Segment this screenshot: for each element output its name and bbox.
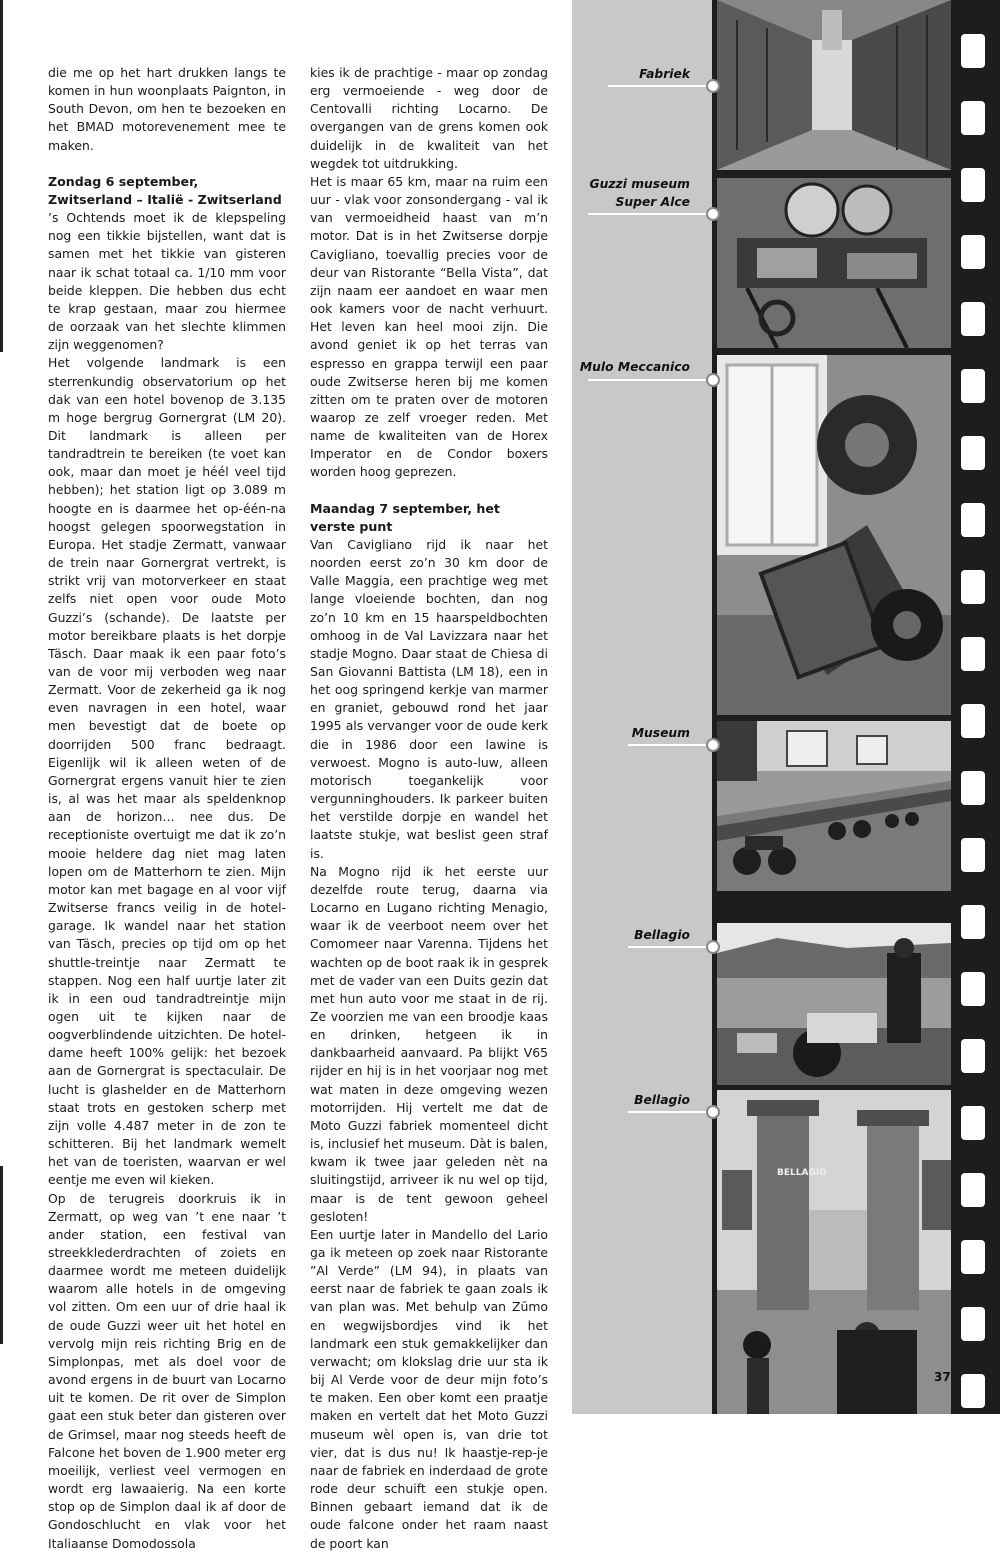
- caption-leader: [628, 744, 710, 746]
- body-paragraph: Het volgende landmark is een sterrenkundig observatorium op het dak van een hotel bovenop de 3.135 m hoge bergrug Gornergrat (LM 20). Dit landmark is alleen per tandradtrein te bereiken (te voet kan ook, maar dan moet je héél veel tijd hebben); het station ligt op 3.089 m hoogte en is daarmee het op-één-na hoogst gelegen spoorwegstation in Europa. Het stadje Zermatt, vanwaar de trein naar Gornergrat vertrekt, is strikt vrij van motorverkeer en staat zelfs niet open voor oude Moto Guzzi’s (schande). De laatste per motor bereikbare plaats is het dorpje Täsch. Daar maak ik een paar foto’s van de voor mij verboden weg naar Zermatt. Voor de zekerheid ga ik nog even navragen in een hotel, waar men bevestigt dat de boete op doorrijden 500 franc bedraagt. Eigenlijk wil ik alleen weten of de Gornergrat ergens vanuit hier te zien is, al was het maar als speldenknop aan de horizon… nee dus. De receptioniste overtuigt me dat ik zo’n mooie heldere dag niet mag laten lopen om de Matterhorn te zien. Mijn motor kan met bagage en al voor vijf Zwitserse francs veilig in de hotel-garage. Ik wandel naar het station van Täsch, precies op tijd om op het shuttle-treintje naar Zermatt te stappen. Nog een half uurtje later zit ik in een oud tandradtreintje mijn ogen uit te kijken naar de oogverblindende uitzichten. De hotel-dame heeft 100% gelijk: het bezoek aan de Gornergrat is spectaculair. De lucht is glashelder en de Matterhorn staat trots en gestoken scherp met zijn volle 4.487 meter in de zon te schitteren. Bij het landmark wemelt het van de toeristen, waarvan er wel eentje me even wil kieken.: [48, 355, 286, 1188]
- film-sprocket-hole: [961, 704, 985, 738]
- bellagio-sign: BELLAGIO: [777, 1168, 827, 1178]
- film-sprocket-hole: [961, 235, 985, 269]
- caption-mulo-meccanico: Mulo Meccanico: [579, 360, 690, 374]
- film-sprocket-hole: [961, 168, 985, 202]
- film-sprocket-hole: [961, 1374, 985, 1408]
- margin-bar: [0, 0, 3, 352]
- caption-marker: [706, 1105, 720, 1119]
- body-paragraph: ’s Ochtends moet ik de klepspeling nog een tikkie bijstellen, want dat is samen met het tikkie van gisteren naar ik schat totaal ca. 1/10 mm voor beide kleppen. Die hebben dus echt te krap gestaan, maar zou hiermee de oorzaak van het slechte klimmen zijn weggenomen?: [48, 210, 286, 353]
- film-sprocket-hole: [961, 34, 985, 68]
- film-sprocket-hole: [961, 637, 985, 671]
- caption-marker: [706, 738, 720, 752]
- film-sprocket-hole: [961, 1307, 985, 1341]
- section-heading: Maandag 7 september, het verste punt: [310, 500, 500, 534]
- caption-leader: [628, 946, 710, 948]
- film-sprocket-hole: [961, 1173, 985, 1207]
- article-column-middle: [310, 64, 548, 1553]
- photo-museum-hall: [717, 721, 951, 891]
- body-paragraph: Na Mogno rijd ik het eerste uur dezelfde route terug, daarna via Locarno en Lugano richting Menagio, waar ik de veerboot neem over het Comomeer naar Varenna. Tijdens het wachten op de boot raak ik in gesprek met de vader van een Duits gezin dat met hun auto voor me staat in de rij. Ze voorzien me van een broodje kaas en drinken, hetgeen ik in dankbaarheid aanvaard. Pa blijkt V65 rijder en hij is in het voorjaar nog met wat maten in deze omgeving wezen motorrijden. Hij vertelt me dat de Moto Guzzi fabriek momenteel dicht is, inclusief het museum. Dàt is balen, kwam ik twee jaar geleden nèt na sluitingstijd, arriveer ik nu wel op tijd, maar is de tent gewoon geheel gesloten!: [310, 863, 548, 1224]
- body-paragraph: Het is maar 65 km, maar na ruim een uur - vlak voor zonsondergang - val ik van vermoeidheid haast van m’n motor. Dat is in het Zwitserse dorpje Cavigliano, toevallig precies voor de deur van Ristorante “Bella Vista”, dat zijn naam eer aandoet en waar men ook kamers voor de nacht verhuurt. Het leven kan heel mooi zijn. Die avond geniet ik op het terras van espresso en grappa terwijl een paar oude Zwitserse heren bij me komen zitten om te praten over de motoren waarop ze zelf vroeger reden. Met name de kwaliteiten van de Horex Imperator en de Condor boxers worden hoog geprezen.: [310, 173, 548, 480]
- body-paragraph: Op de terugreis doorkruis ik in Zermatt, op weg van ’t ene naar ’t ander station, een festival van streekklederdrachten of zoiets en daarmee wordt me meteen duidelijk waarom alle hotels in de omgeving vol zitten. Om een uur of drie haal ik de oude Guzzi weer uit het hotel en vervolg mijn reis richting Brig en de Simplonpas, met als doel voor de avond ergens in de buurt van Locarno uit te komen. De rit over de Simplon gaat een stuk beter dan gisteren over de Grimsel, maar nog steeds heeft de Falcone het boven de 1.900 meter erg moeilijk, verliest veel vermogen en wordt erg lawaaierig. Na een korte stop op de Simplon daal ik af door de Gondoschlucht en vlak voor het Italiaanse Domodossola: [48, 1190, 286, 1551]
- film-sprocket-hole: [961, 570, 985, 604]
- caption-bellagio: Bellagio: [634, 1093, 690, 1107]
- film-sprocket-hole: [961, 369, 985, 403]
- film-sprocket-hole: [961, 302, 985, 336]
- film-sprocket-hole: [961, 905, 985, 939]
- photo-super-alce: [717, 178, 951, 348]
- film-sprocket-hole: [961, 101, 985, 135]
- caption-marker: [706, 373, 720, 387]
- caption-marker: [706, 79, 720, 93]
- film-sprocket-hole: [961, 436, 985, 470]
- film-sprocket-hole: [961, 1106, 985, 1140]
- film-sprocket-hole: [961, 771, 985, 805]
- film-sprocket-hole: [961, 838, 985, 872]
- body-paragraph: Een uurtje later in Mandello del Lario ga ik meteen op zoek naar Ristorante ”Al Verde” (LM 94), in plaats van eerst naar de fabriek te gaan zoals ik van plan was. Met behulp van Zūmo en wegwijsbordjes vind ik het landmark een stuk gemakkelijker dan verwacht; om klokslag drie uur sta ik bij Al Verde voor de deur mijn foto’s te maken. Een ober komt een praatje maken en vertelt dat het Moto Guzzi museum wèl open is, van drie tot vier, dat is dus nu! Ik haastje-rep-je naar de fabriek en inderdaad de grote rode deur schuift een stukje open. Binnen gebaart iemand dat ik de oude falcone onder het raam naast de poort kan: [310, 1226, 548, 1551]
- photo-factory-alley: [717, 0, 951, 170]
- caption-leader: [588, 213, 710, 215]
- film-sprocket-hole: [961, 503, 985, 537]
- margin-bar: [0, 1166, 3, 1344]
- photo-mulo-meccanico: [717, 355, 951, 715]
- film-sprocket-hole: [961, 972, 985, 1006]
- caption-leader: [588, 379, 710, 381]
- photo-bellagio-ferry: [717, 923, 951, 1085]
- caption-marker: [706, 940, 720, 954]
- article-column-left: [48, 64, 286, 1553]
- paragraph-gap: [310, 482, 548, 500]
- caption-bellagio: Bellagio: [634, 928, 690, 942]
- caption-guzzi-museum: Guzzi museum Super Alce: [589, 177, 690, 209]
- caption-museum: Museum: [631, 726, 690, 740]
- caption-leader: [608, 85, 710, 87]
- body-paragraph: die me op het hart drukken langs te komen in hun woonplaats Paignton, in South Devon, om hen te bezoeken en het BMAD motorevenement mee te maken.: [48, 65, 286, 153]
- caption-leader: [628, 1111, 710, 1113]
- body-paragraph: kies ik de prachtige - maar op zondag erg vermoeiende - weg door de Centovalli richting Locarno. De overgangen van de grens komen ook duidelijk in de kwaliteit van het wegdek tot uitdrukking.: [310, 65, 548, 171]
- caption-fabriek: Fabriek: [639, 67, 690, 81]
- page-number: 37: [934, 1370, 951, 1384]
- caption-marker: [706, 207, 720, 221]
- section-heading: Zondag 6 september, Zwitserland – Italië - Zwitserland: [48, 173, 282, 207]
- body-paragraph: Van Cavigliano rijd ik naar het noorden eerst zo’n 30 km door de Valle Maggia, een prachtige weg met lange vloeiende bochten, dan nog zo’n 10 km en 15 haarspeldbochten omhoog in de Val Lavizzara naar het stadje Mogno. Daar staat de Chiesa di San Giovanni Battista (LM 18), een in het oog springend kerkje van marmer en graniet, gebouwd rond het jaar 1995 als vervanger voor de oude kerk die in 1986 door een lawine is verwoest. Mogno is auto-luw, alleen motorisch toegankelijk voor vergunninghouders. Ik parkeer buiten het verstilde dorpje en wandel het laatste stukje, wat beslist geen straf is.: [310, 536, 548, 861]
- film-sprocket-hole: [961, 1240, 985, 1274]
- paragraph-gap: [48, 155, 286, 173]
- photo-bellagio-harbour: [717, 1090, 951, 1414]
- film-sprocket-hole: [961, 1039, 985, 1073]
